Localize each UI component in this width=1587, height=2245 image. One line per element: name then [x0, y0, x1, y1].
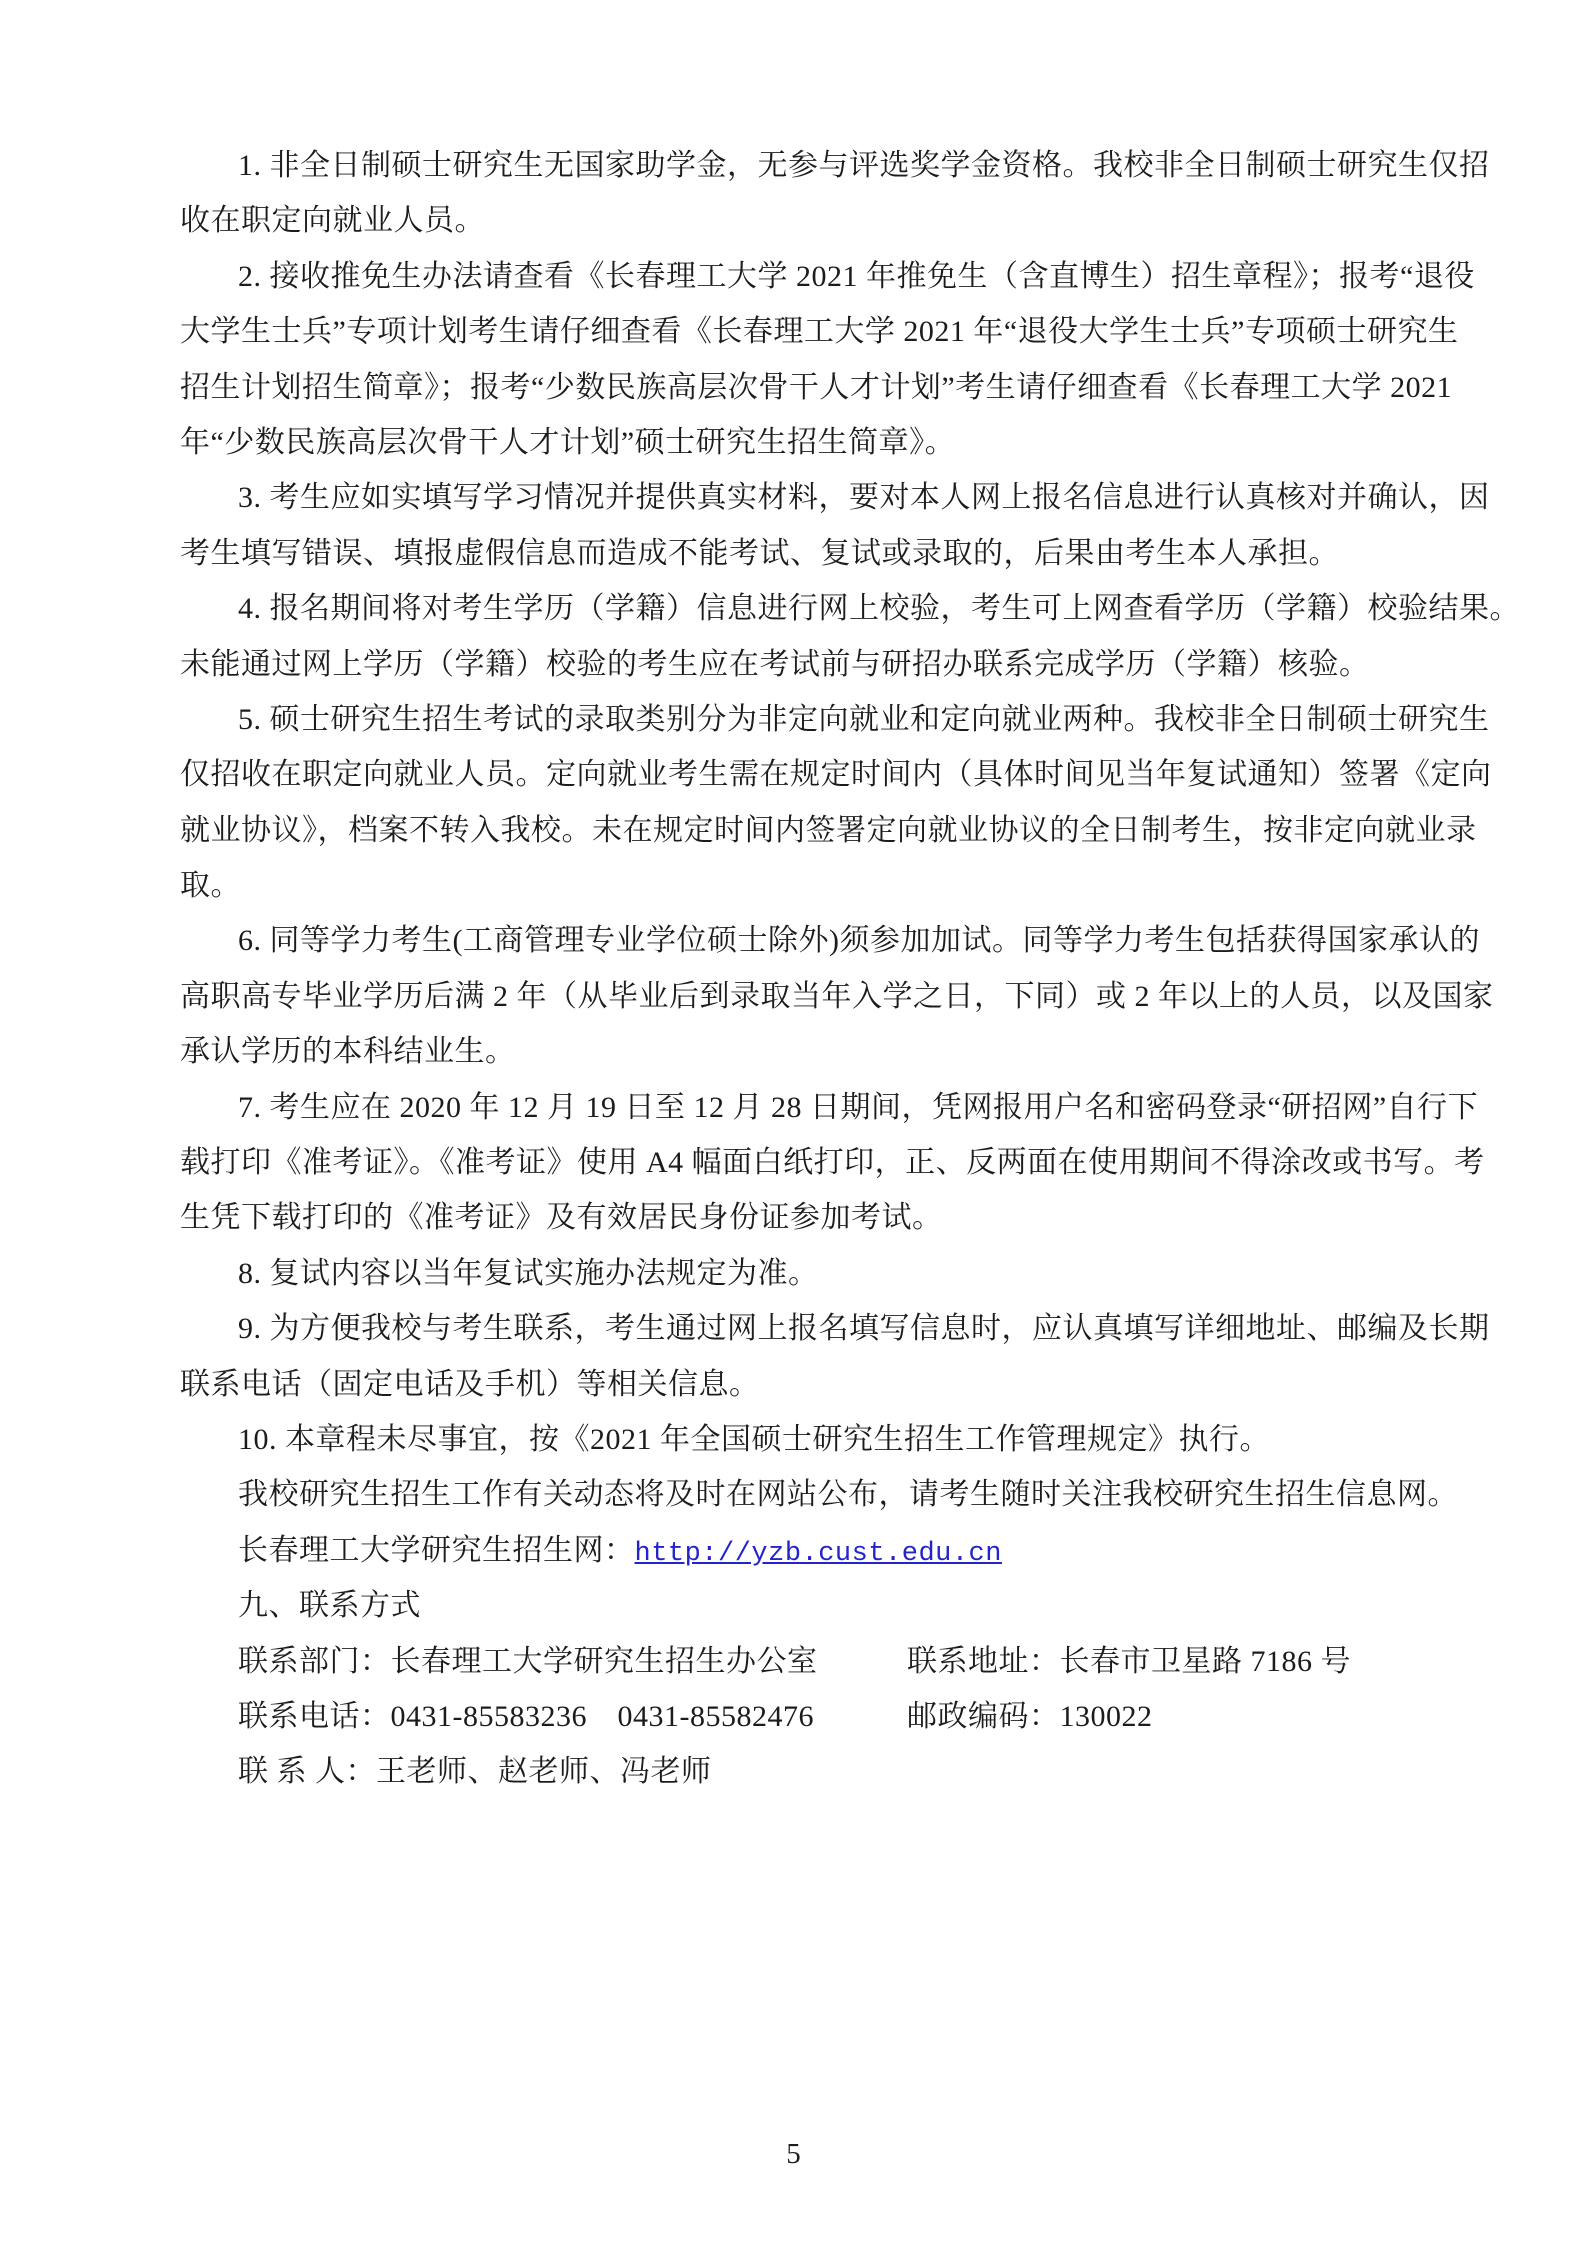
- text-line: 3. 考生应如实填写学习情况并提供真实材料，要对本人网上报名信息进行认真核对并确认，因: [238, 481, 1490, 515]
- page-number: 5: [786, 2138, 801, 2170]
- contact-row-right: 邮政编码：130022: [907, 1699, 1153, 1733]
- contact-row-right: [907, 1744, 1415, 1799]
- contact-row: [180, 1689, 1415, 1744]
- text-line: 9. 为方便我校与考生联系，考生通过网上报名填写信息时，应认真填写详细地址、邮编及长期: [238, 1312, 1490, 1346]
- text-line: 4. 报名期间将对考生学历（学籍）信息进行网上校验，考生可上网查看学历（学籍）校验结果。: [238, 592, 1520, 626]
- text-line: 未能通过网上学历（学籍）校验的考生应在考试前与研招办联系完成学历（学籍）核验。: [180, 647, 1370, 681]
- contact-row-left: 联系电话：0431-85583236 0431-85582476: [238, 1699, 814, 1733]
- text-line: 收在职定向就业人员。: [180, 204, 485, 238]
- text-line: 5. 硕士研究生招生考试的录取类别分为非定向就业和定向就业两种。我校非全日制硕士研究生: [238, 702, 1490, 736]
- text-line: 8. 复试内容以当年复试实施办法规定为准。: [238, 1256, 819, 1290]
- contact-rows: [180, 1634, 1415, 1800]
- text-line: 仅招收在职定向就业人员。定向就业考生需在规定时间内（具体时间见当年复试通知）签署《定向: [180, 758, 1492, 792]
- text-line: 载打印《准考证》。《准考证》使用 A4 幅面白纸打印，正、反两面在使用期间不得涂改或书写。考: [180, 1146, 1485, 1180]
- text-line: 10. 本章程未尽事宜，按《2021 年全国硕士研究生招生工作管理规定》执行。: [238, 1422, 1270, 1456]
- body-lines: [180, 138, 1520, 1523]
- website-link[interactable]: http://yzb.cust.edu.cn: [634, 1538, 1002, 1569]
- text-line: 我校研究生招生工作有关动态将及时在网站公布，请考生随时关注我校研究生招生信息网。: [238, 1478, 1458, 1512]
- text-line: 7. 考生应在 2020 年 12 月 19 日至 12 月 28 日期间，凭网报用户名和密码登录“研招网”自行下: [238, 1090, 1479, 1124]
- contact-row-right: 联系地址：长春市卫星路 7186 号: [907, 1644, 1351, 1678]
- text-line: 6. 同等学力考生(工商管理专业学位硕士除外)须参加加试。同等学力考生包括获得国家承认的: [238, 924, 1480, 958]
- website-line: [180, 1523, 1415, 1578]
- text-line: 大学生士兵”专项计划考生请仔细查看《长春理工大学 2021 年“退役大学生士兵”专项硕士研究生: [180, 315, 1459, 349]
- section-heading: 九、联系方式: [238, 1589, 421, 1623]
- text-line: 联系电话（固定电话及手机）等相关信息。: [180, 1367, 760, 1401]
- contact-row: [180, 1744, 1415, 1799]
- text-line: 取。: [180, 869, 241, 903]
- contact-row: [180, 1634, 1415, 1689]
- contact-row-left: 联系部门：长春理工大学研究生招生办公室: [238, 1644, 818, 1678]
- text-line: 承认学历的本科结业生。: [180, 1035, 516, 1069]
- text-line: 生凭下载打印的《准考证》及有效居民身份证参加考试。: [180, 1201, 943, 1235]
- text-line: 考生填写错误、填报虚假信息而造成不能考试、复试或录取的，后果由考生本人承担。: [180, 536, 1339, 570]
- text-line: 高职高专毕业学历后满 2 年（从毕业后到录取当年入学之日，下同）或 2 年以上的人员，以及国家: [180, 979, 1494, 1013]
- document-content: [180, 138, 1520, 1800]
- text-line: 2. 接收推免生办法请查看《长春理工大学 2021 年推免生（含直博生）招生章程》；报考“退役: [238, 259, 1475, 293]
- text-line: 招生计划招生简章》；报考“少数民族高层次骨干人才计划”考生请仔细查看《长春理工大学 2021: [180, 370, 1453, 404]
- website-label: 长春理工大学研究生招生网：: [238, 1533, 635, 1567]
- contact-row-left: 联 系 人：王老师、赵老师、冯老师: [238, 1755, 712, 1789]
- text-line: 就业协议》，档案不转入我校。未在规定时间内签署定向就业协议的全日制考生，按非定向就业录: [180, 813, 1477, 847]
- text-line: 年“少数民族高层次骨干人才计划”硕士研究生招生简章》。: [180, 425, 956, 459]
- text-line: 1. 非全日制硕士研究生无国家助学金，无参与评选奖学金资格。我校非全日制硕士研究生仅招: [238, 149, 1490, 182]
